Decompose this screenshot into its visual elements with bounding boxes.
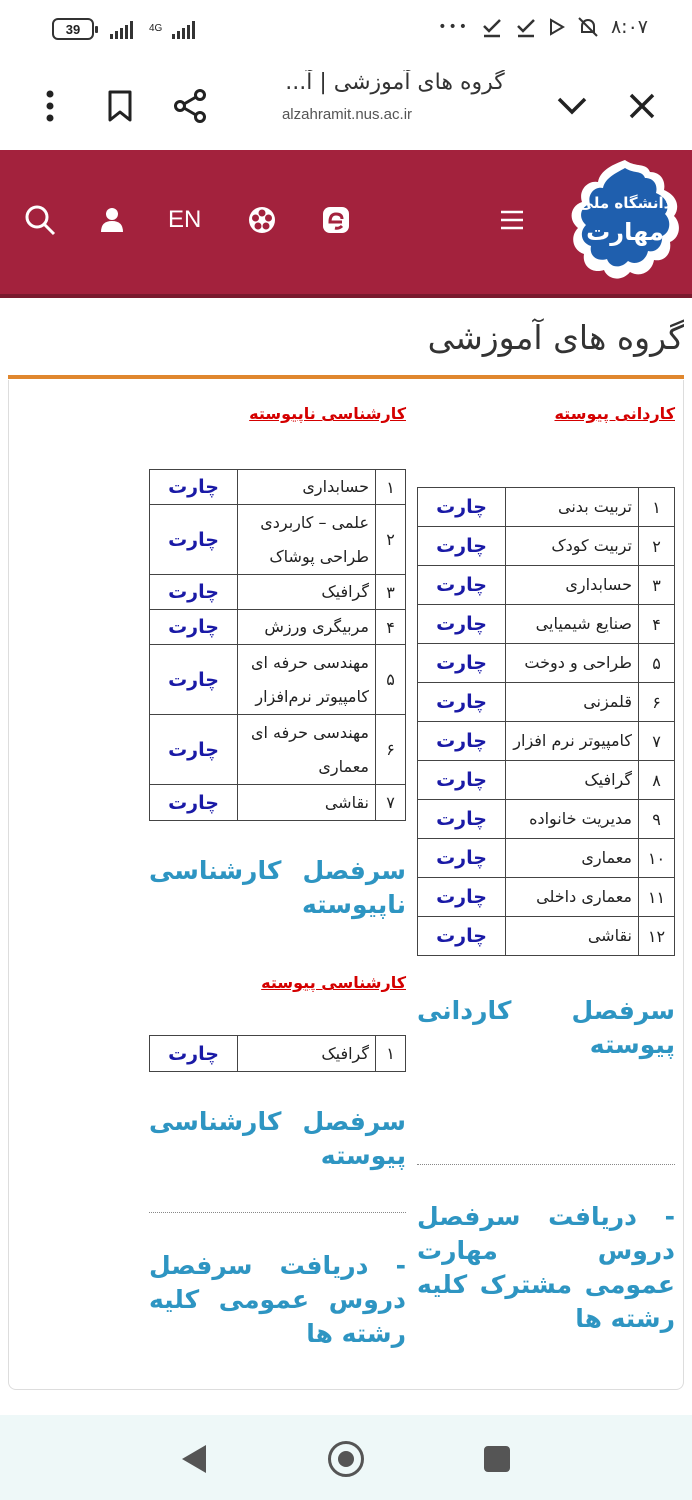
field-name: قلمزنی [506,683,639,722]
chart-link[interactable]: چارت [150,715,238,785]
field-name: مهندسی حرفه ای کامپیوتر نرم‌افزار [238,645,376,715]
table-row [150,1036,406,1072]
table-row [418,917,675,956]
user-icon[interactable] [92,200,132,240]
close-icon[interactable] [618,82,666,130]
table-row [418,488,675,527]
row-number: ۷ [376,785,406,821]
table-row [418,722,675,761]
table-row [150,715,406,785]
system-nav-bar [0,1415,692,1500]
menu-icon[interactable] [492,200,532,240]
page-title-tab: گروه های آموزشی | آ... [285,70,505,95]
recent-apps-icon[interactable] [484,1446,510,1472]
chart-link[interactable]: چارت [418,488,506,527]
network-type: 4G [149,23,163,34]
divider-left [149,1212,406,1213]
field-name: حسابداری [506,566,639,605]
download-general-skills-link[interactable]: - دریافت سرفصل دروس مهارت عمومی مشترک کلیه رشته ها [417,1202,675,1333]
e-portal-icon[interactable] [316,200,356,240]
home-icon[interactable] [328,1441,364,1477]
field-name: گرافیک [506,761,639,800]
svg-text:دانشگاه ملی: دانشگاه ملی [578,194,672,212]
chart-link[interactable]: چارت [418,917,506,956]
url-text[interactable]: alzahramit.nus.ac.ir [281,106,413,123]
row-number: ۳ [376,575,406,610]
chart-link[interactable]: چارت [418,722,506,761]
heading-bachelor-continuous[interactable]: سرفصل کارشناسی پیوسته [149,1107,406,1170]
field-name: مدیریت خانواده [506,800,639,839]
svg-text:مهارت: مهارت [586,218,664,246]
table-row [418,566,675,605]
chart-link[interactable]: چارت [418,605,506,644]
university-logo[interactable] [566,158,684,286]
field-name: معماری [506,839,639,878]
divider-right [417,1164,675,1165]
field-name: نقاشی [506,917,639,956]
table-row [418,800,675,839]
table-row [418,878,675,917]
chart-link[interactable]: چارت [150,785,238,821]
field-name: گرافیک [238,575,376,610]
row-number: ۶ [376,715,406,785]
alarm-off-icon [577,16,599,38]
table-row [150,785,406,821]
table-row [418,761,675,800]
link-bachelor-continuous[interactable]: کارشناسی پیوسته [261,973,406,992]
chart-link[interactable]: چارت [418,683,506,722]
table-row [418,644,675,683]
field-name: علمی – کاربردی طراحی پوشاک [238,505,376,575]
chart-link[interactable]: چارت [418,878,506,917]
row-number: ۱ [639,488,675,527]
field-name: حسابداری [238,470,376,505]
heading-associate-continuous[interactable]: سرفصل کاردانی پیوسته [417,996,675,1059]
chart-link[interactable]: چارت [150,470,238,505]
status-bar [0,0,692,62]
table-row [150,505,406,575]
table-row [418,683,675,722]
clock: ۸:۰۷ [610,16,648,38]
table-row [418,605,675,644]
row-number: ۱ [376,1036,406,1072]
chart-link[interactable]: چارت [418,644,506,683]
bachelor-discontinuous-table [149,469,406,821]
row-number: ۶ [639,683,675,722]
table-row [418,527,675,566]
chart-link[interactable]: چارت [418,527,506,566]
site-header [0,150,692,298]
field-name: کامپیوتر نرم افزار [506,722,639,761]
chart-link[interactable]: چارت [150,610,238,645]
bookmark-icon[interactable] [96,82,144,130]
share-icon[interactable] [166,82,214,130]
row-number: ۱ [376,470,406,505]
row-number: ۴ [376,610,406,645]
bachelor-continuous-table [149,1035,406,1072]
table-row [150,470,406,505]
play-store-icon [549,18,565,36]
field-name: تربیت بدنی [506,488,639,527]
field-name: گرافیک [238,1036,376,1072]
heading-bachelor-discontinuous[interactable]: سرفصل کارشناسی ناپیوسته [149,856,406,919]
row-number: ۵ [639,644,675,683]
table-row [150,575,406,610]
row-number: ۵ [376,645,406,715]
chart-link[interactable]: چارت [418,839,506,878]
row-number: ۹ [639,800,675,839]
link-associate-continuous[interactable]: کاردانی پیوسته [554,404,675,423]
language-switch[interactable]: EN [168,206,202,233]
row-number: ۱۱ [639,878,675,917]
table-row [150,645,406,715]
download-general-courses-link[interactable]: - دریافت سرفصل دروس عمومی کلیه رشته ها [149,1251,406,1348]
back-icon[interactable] [182,1445,206,1473]
row-number: ۲ [639,527,675,566]
associate-continuous-table [417,487,675,956]
link-bachelor-discontinuous[interactable]: کارشناسی ناپیوسته [249,404,406,423]
chart-link[interactable]: چارت [150,645,238,715]
row-number: ۴ [639,605,675,644]
signal-icon [110,19,133,39]
row-number: ۱۰ [639,839,675,878]
chart-link[interactable]: چارت [150,1036,238,1072]
chart-link[interactable]: چارت [418,566,506,605]
browser-toolbar [0,62,692,150]
chart-link[interactable]: چارت [418,761,506,800]
search-icon[interactable] [20,200,60,240]
chart-link[interactable]: چارت [418,800,506,839]
chart-link[interactable]: چارت [150,575,238,610]
download-done-icon [481,16,503,38]
field-name: معماری داخلی [506,878,639,917]
row-number: ۲ [376,505,406,575]
more-notifications-icon: ••• [438,19,469,35]
field-name: صنایع شیمیایی [506,605,639,644]
title-divider [8,375,684,379]
page-title: گروه های آموزشی [427,318,684,357]
table-row [150,610,406,645]
chevron-down-icon[interactable] [548,82,596,130]
battery-indicator: 39 [52,18,94,40]
film-reel-icon[interactable] [242,200,282,240]
row-number: ۸ [639,761,675,800]
field-name: مربیگری ورزش [238,610,376,645]
table-row [418,839,675,878]
field-name: مهندسی حرفه ای معماری [238,715,376,785]
row-number: ۱۲ [639,917,675,956]
signal-2-icon [172,19,195,39]
field-name: طراحی و دوخت [506,644,639,683]
field-name: نقاشی [238,785,376,821]
chart-link[interactable]: چارت [150,505,238,575]
row-number: ۷ [639,722,675,761]
row-number: ۳ [639,566,675,605]
download-done-2-icon [515,16,537,38]
field-name: تربیت کودک [506,527,639,566]
more-options-icon[interactable] [26,82,74,130]
